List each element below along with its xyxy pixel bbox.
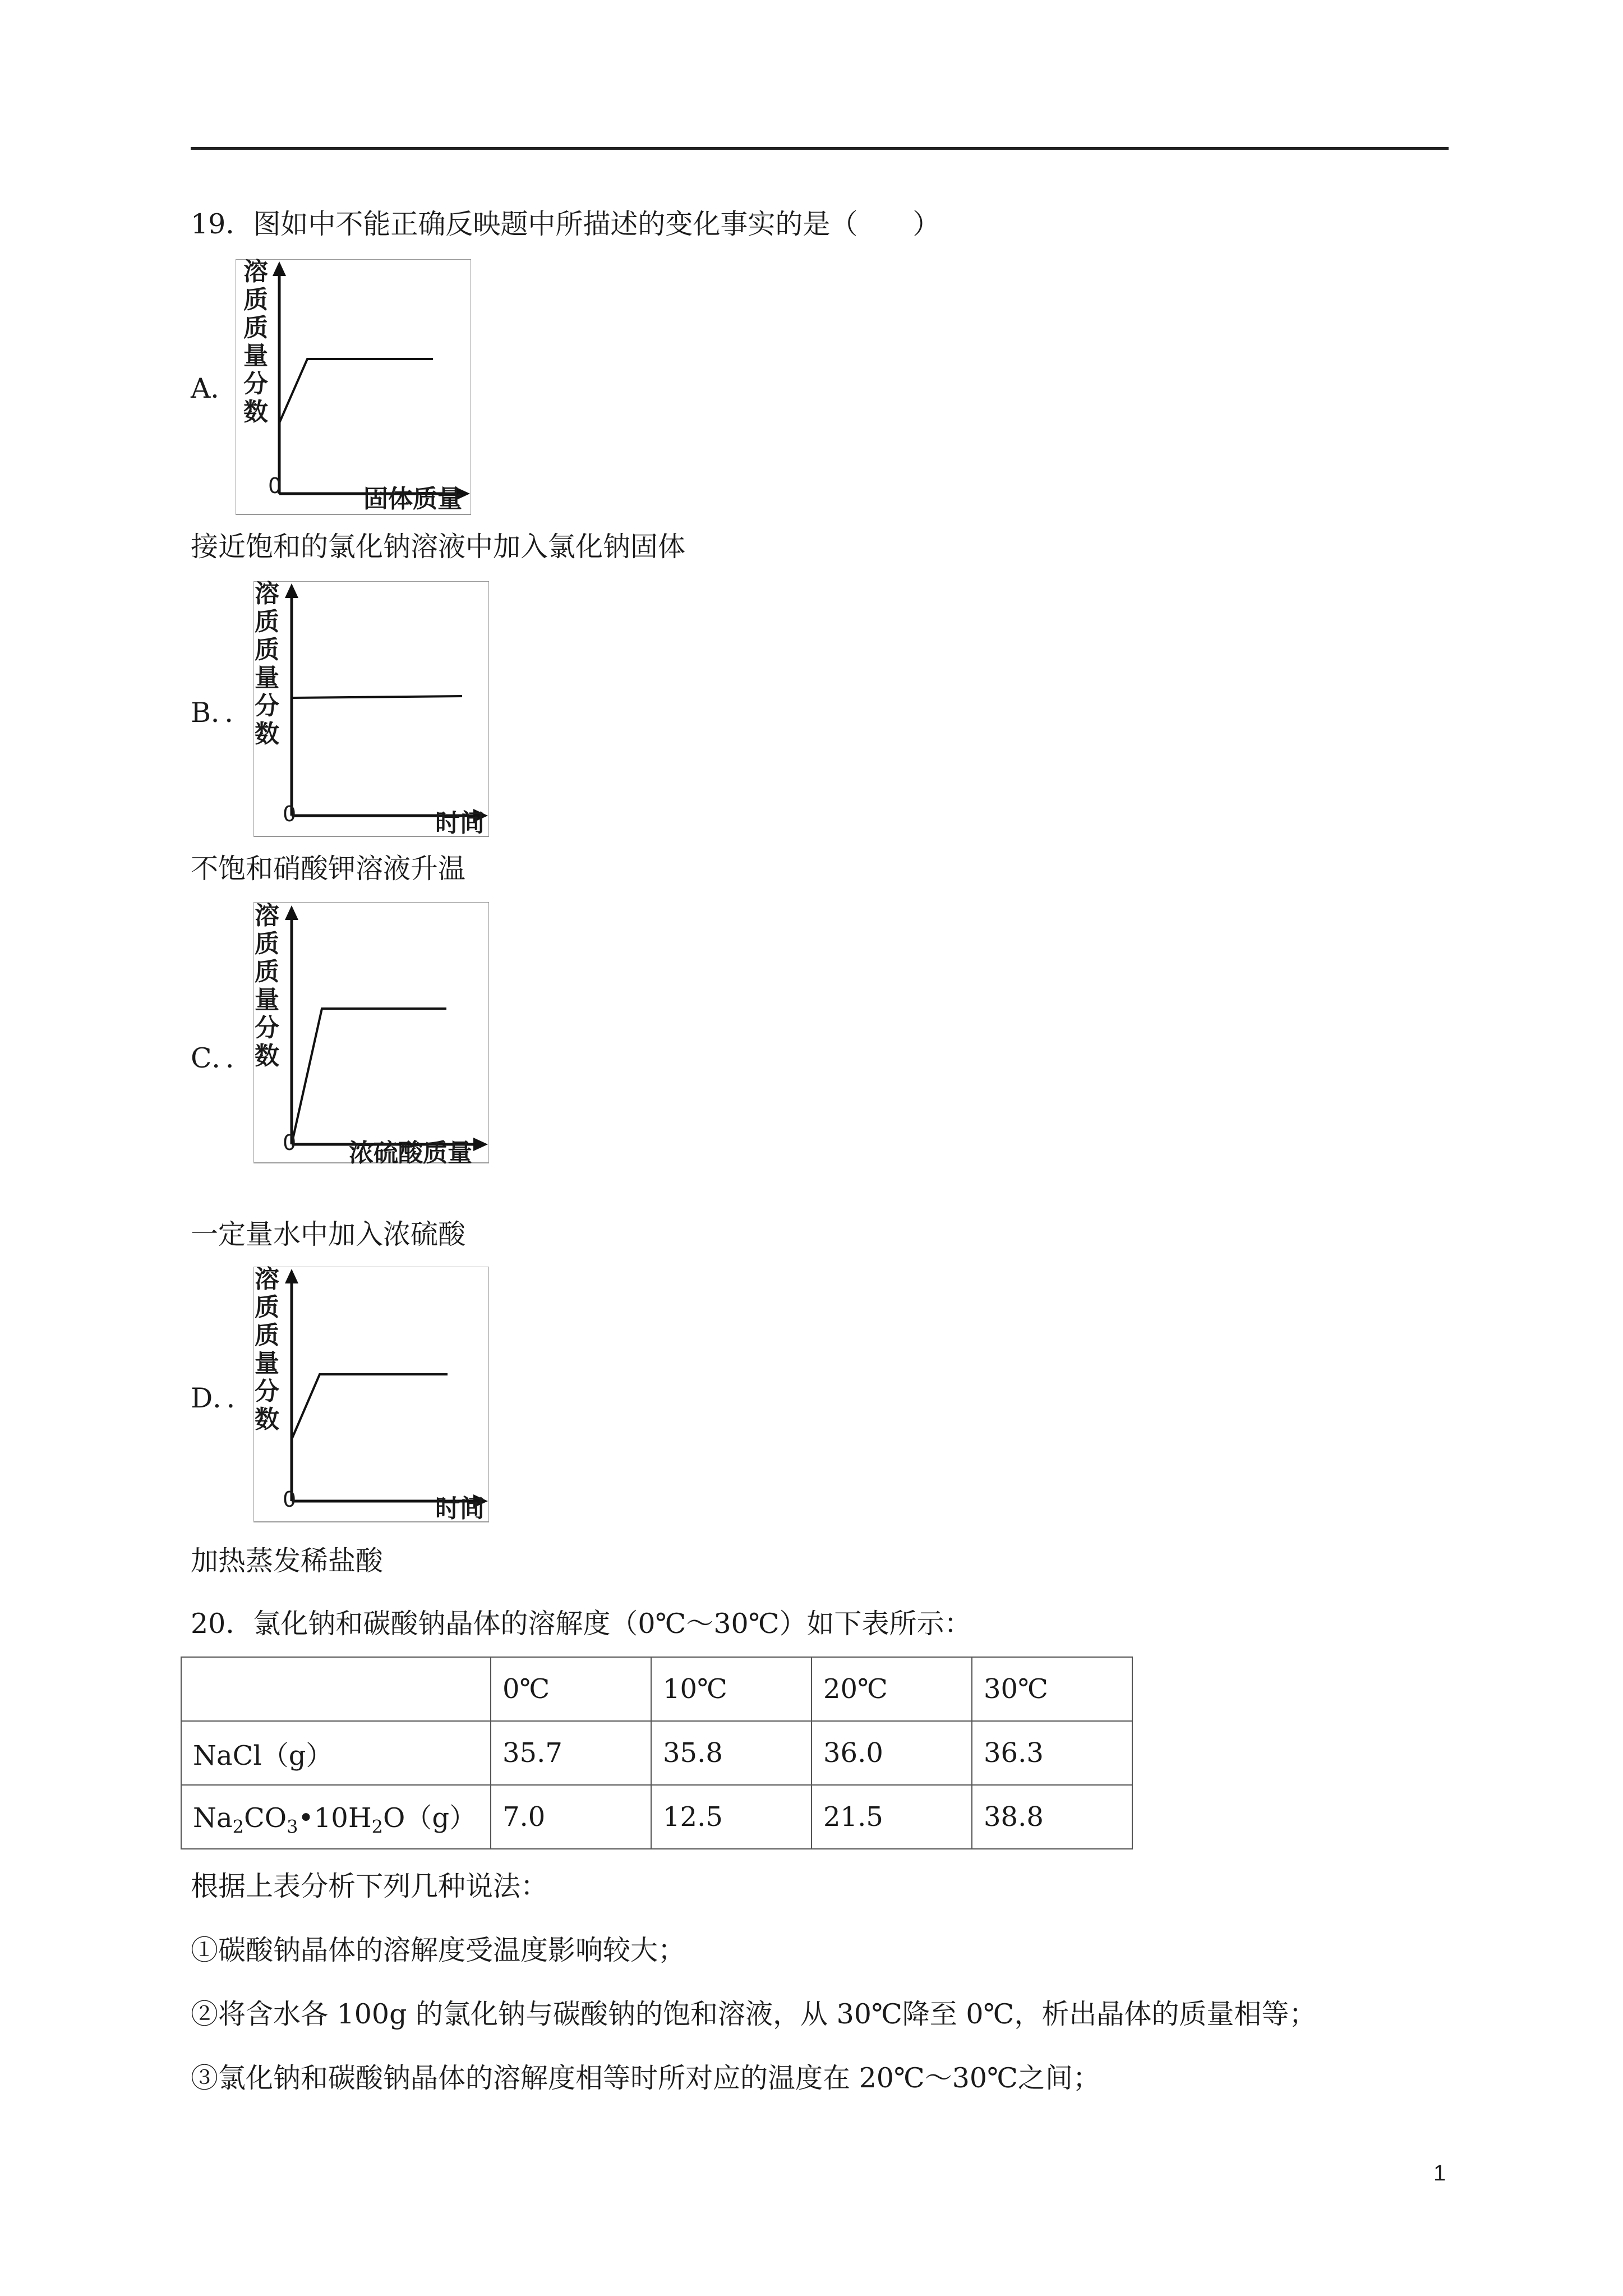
q20-stem: 20．氯化钠和碳酸钠晶体的溶解度（0℃～30℃）如下表所示： <box>191 1608 972 1640</box>
x-axis-label: 固体质量 <box>363 485 462 513</box>
table-header-cell: 10℃ <box>651 1657 811 1721</box>
option-c-letter: C．． <box>191 1042 253 1074</box>
table-row-label: NaCl（g） <box>181 1721 491 1785</box>
table-cell: 12.5 <box>651 1785 811 1849</box>
x-axis-label: 时间 <box>435 1494 485 1523</box>
x-axis-arrow <box>473 1138 488 1151</box>
option-d-graph <box>253 1267 489 1525</box>
table-row <box>181 1785 1132 1849</box>
table-cell: 35.7 <box>491 1721 651 1785</box>
option-b-letter: B．． <box>191 697 252 729</box>
table-row-label: $Na_2CO_3•10H_2O(g)$ <box>181 1785 491 1849</box>
y-axis-label: 溶 质 质 量 分 数 <box>255 579 279 748</box>
origin-label: 0 <box>268 473 282 498</box>
option-b-graph <box>253 581 489 839</box>
curve <box>292 1374 448 1439</box>
curve <box>279 359 433 423</box>
table-cell: 36.0 <box>811 1721 972 1785</box>
q20-intro: 根据上表分析下列几种说法： <box>191 1870 548 1902</box>
y-axis-label: 溶 质 质 量 分 数 <box>255 1265 279 1434</box>
y-axis-label: 溶 质 质 量 分 数 <box>243 257 268 426</box>
table-header-row <box>181 1657 1132 1721</box>
page-number: 1 <box>1433 2161 1446 2185</box>
table-header-cell: 0℃ <box>491 1657 651 1721</box>
origin-label: 0 <box>283 802 297 826</box>
table-cell: 35.8 <box>651 1721 811 1785</box>
curve <box>292 1009 446 1144</box>
table-row <box>181 1721 1132 1785</box>
y-axis-arrow <box>285 905 298 920</box>
table-header-cell <box>181 1657 491 1721</box>
option-a-graph <box>236 259 471 517</box>
option-a-caption: 接近饱和的氯化钠溶液中加入氯化钠固体 <box>191 531 686 563</box>
option-a-letter: A． <box>191 372 238 404</box>
table-header-cell: 20℃ <box>811 1657 972 1721</box>
origin-label: 0 <box>283 1130 297 1155</box>
option-d-caption: 加热蒸发稀盐酸 <box>191 1545 384 1577</box>
option-c-graph <box>253 902 489 1166</box>
q20-statement-2: ②将含水各 100g 的氯化钠与碳酸钠的饱和溶液，从 30℃降至 0℃，析出晶体的质量相等； <box>191 1998 1317 2030</box>
option-c-caption: 一定量水中加入浓硫酸 <box>191 1218 466 1250</box>
y-axis-arrow <box>273 261 286 276</box>
y-axis-label: 溶 质 质 量 分 数 <box>255 901 279 1070</box>
q20-statement-3: ③氯化钠和碳酸钠晶体的溶解度相等时所对应的温度在 20℃～30℃之间； <box>191 2062 1100 2094</box>
x-axis-label: 浓硫酸质量 <box>349 1139 472 1167</box>
y-axis-arrow <box>285 583 298 598</box>
curve <box>292 696 462 698</box>
table-cell: 21.5 <box>811 1785 972 1849</box>
option-d-letter: D．． <box>191 1382 254 1414</box>
table-cell: 36.3 <box>972 1721 1132 1785</box>
header-rule <box>191 147 1449 150</box>
table-cell: 38.8 <box>972 1785 1132 1849</box>
table-header-cell: 30℃ <box>972 1657 1132 1721</box>
origin-label: 0 <box>283 1487 297 1512</box>
option-b-caption: 不饱和硝酸钾溶液升温 <box>191 853 466 885</box>
q19-stem: 19．图如中不能正确反映题中所描述的变化事实的是（ ） <box>191 208 940 240</box>
solubility-table <box>181 1657 1133 1849</box>
q20-statement-1: ①碳酸钠晶体的溶解度受温度影响较大； <box>191 1934 686 1966</box>
y-axis-arrow <box>285 1269 298 1283</box>
x-axis-label: 时间 <box>435 809 485 838</box>
table-cell: 7.0 <box>491 1785 651 1849</box>
